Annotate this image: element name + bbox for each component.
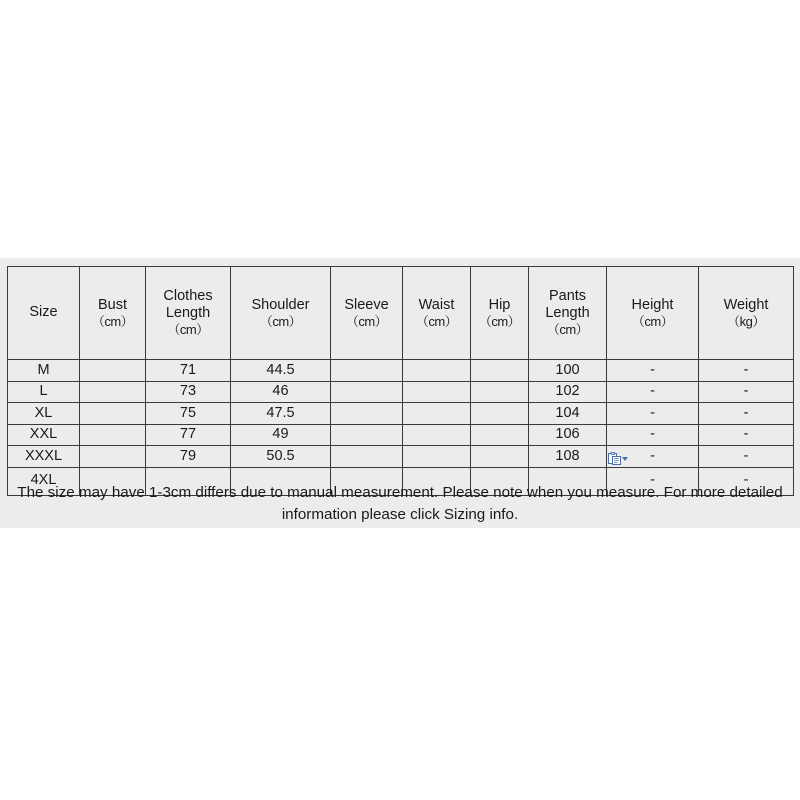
table-row — [8, 446, 794, 468]
cell-sleeve — [331, 381, 403, 403]
cell-shoulder: 46 — [231, 381, 331, 403]
cell-weight: - — [699, 381, 794, 403]
cell-waist — [403, 360, 471, 382]
cell-weight: - — [699, 424, 794, 446]
column-header-clothes-length — [146, 267, 231, 360]
cell-weight: - — [699, 467, 794, 495]
cell-clothes-length: 79 — [146, 446, 231, 468]
column-header-sleeve-label: Sleeve — [344, 296, 389, 313]
column-header-weight-label: Weight — [723, 296, 769, 313]
size-chart-container — [7, 266, 793, 496]
cell-waist — [403, 381, 471, 403]
cell-height: - — [607, 360, 699, 382]
column-header-hip-label: Hip — [488, 296, 511, 313]
cell-shoulder: 49 — [231, 424, 331, 446]
cell-bust — [80, 424, 146, 446]
column-header-clothes-length-label: Clothes Length — [163, 288, 213, 322]
cell-pants-length: 100 — [529, 360, 607, 382]
column-header-height-label: Height — [631, 296, 674, 313]
cell-height: - — [607, 446, 699, 468]
cell-bust — [80, 381, 146, 403]
column-header-size-label: Size — [29, 304, 58, 321]
column-header-bust-label: Bust — [97, 296, 127, 313]
cell-pants-length: 104 — [529, 403, 607, 425]
table-header-row — [8, 267, 794, 360]
cell-sleeve — [331, 403, 403, 425]
cell-size: XXL — [8, 424, 80, 446]
column-header-shoulder-label: Shoulder — [251, 296, 310, 313]
column-header-shoulder-unit: （cm） — [259, 313, 302, 329]
paste-options-button[interactable] — [608, 451, 634, 466]
cell-height: - — [607, 424, 699, 446]
table-row — [8, 360, 794, 382]
cell-shoulder: 47.5 — [231, 403, 331, 425]
cell-height: - — [607, 381, 699, 403]
measurement-note — [0, 482, 800, 525]
cell-pants-length: 108 — [529, 446, 607, 468]
cell-shoulder: 50.5 — [231, 446, 331, 468]
cell-size: L — [8, 381, 80, 403]
cell-waist — [403, 403, 471, 425]
column-header-waist-label: Waist — [418, 296, 455, 313]
cell-clothes-length: 75 — [146, 403, 231, 425]
column-header-hip-unit: （cm） — [478, 313, 521, 329]
column-header-bust — [80, 267, 146, 360]
column-header-waist — [403, 267, 471, 360]
cell-bust — [80, 360, 146, 382]
cell-hip — [471, 424, 529, 446]
column-header-bust-unit: （cm） — [91, 313, 134, 329]
cell-height: - — [607, 403, 699, 425]
cell-size: 4XL — [8, 467, 80, 495]
cell-size: XXXL — [8, 446, 80, 468]
cell-waist — [403, 446, 471, 468]
column-header-pants-length-label: Pants Length — [545, 288, 590, 322]
cell-height: - — [607, 467, 699, 495]
column-header-sleeve — [331, 267, 403, 360]
measurement-note-line-1: The size may have 1-3cm differs due to manual measurement. Please note when you measure. For more detailed — [17, 484, 783, 501]
measurement-note-line-2: information please click Sizing info. — [281, 505, 519, 523]
column-header-weight-unit: （kg） — [727, 313, 765, 329]
column-header-shoulder — [231, 267, 331, 360]
table-row — [8, 381, 794, 403]
column-header-height-unit: （cm） — [631, 313, 674, 329]
cell-sleeve — [331, 424, 403, 446]
table-row — [8, 424, 794, 446]
cell-sleeve — [331, 446, 403, 468]
cell-hip — [471, 403, 529, 425]
cell-hip — [471, 446, 529, 468]
column-header-weight — [699, 267, 794, 360]
table-row — [8, 403, 794, 425]
cell-clothes-length: 77 — [146, 424, 231, 446]
cell-size: M — [8, 360, 80, 382]
column-header-hip — [471, 267, 529, 360]
cell-weight: - — [699, 360, 794, 382]
cell-clothes-length: 73 — [146, 381, 231, 403]
cell-weight: - — [699, 403, 794, 425]
chevron-down-icon[interactable] — [622, 457, 628, 461]
cell-pants-length: 106 — [529, 424, 607, 446]
cell-size: XL — [8, 403, 80, 425]
cell-weight: - — [699, 446, 794, 468]
cell-hip — [471, 360, 529, 382]
cell-bust — [80, 446, 146, 468]
cell-bust — [80, 403, 146, 425]
cell-shoulder: 44.5 — [231, 360, 331, 382]
clipboard-icon — [608, 452, 621, 465]
column-header-clothes-length-unit: （cm） — [167, 322, 209, 338]
column-header-height — [607, 267, 699, 360]
cell-sleeve — [331, 360, 403, 382]
cell-hip — [471, 381, 529, 403]
column-header-pants-length — [529, 267, 607, 360]
cell-waist — [403, 424, 471, 446]
size-chart-table — [7, 266, 794, 496]
column-header-waist-unit: （cm） — [415, 313, 458, 329]
column-header-sleeve-unit: （cm） — [345, 313, 388, 329]
column-header-pants-length-unit: （cm） — [546, 322, 589, 338]
cell-clothes-length: 71 — [146, 360, 231, 382]
cell-pants-length: 102 — [529, 381, 607, 403]
column-header-size — [8, 267, 80, 360]
